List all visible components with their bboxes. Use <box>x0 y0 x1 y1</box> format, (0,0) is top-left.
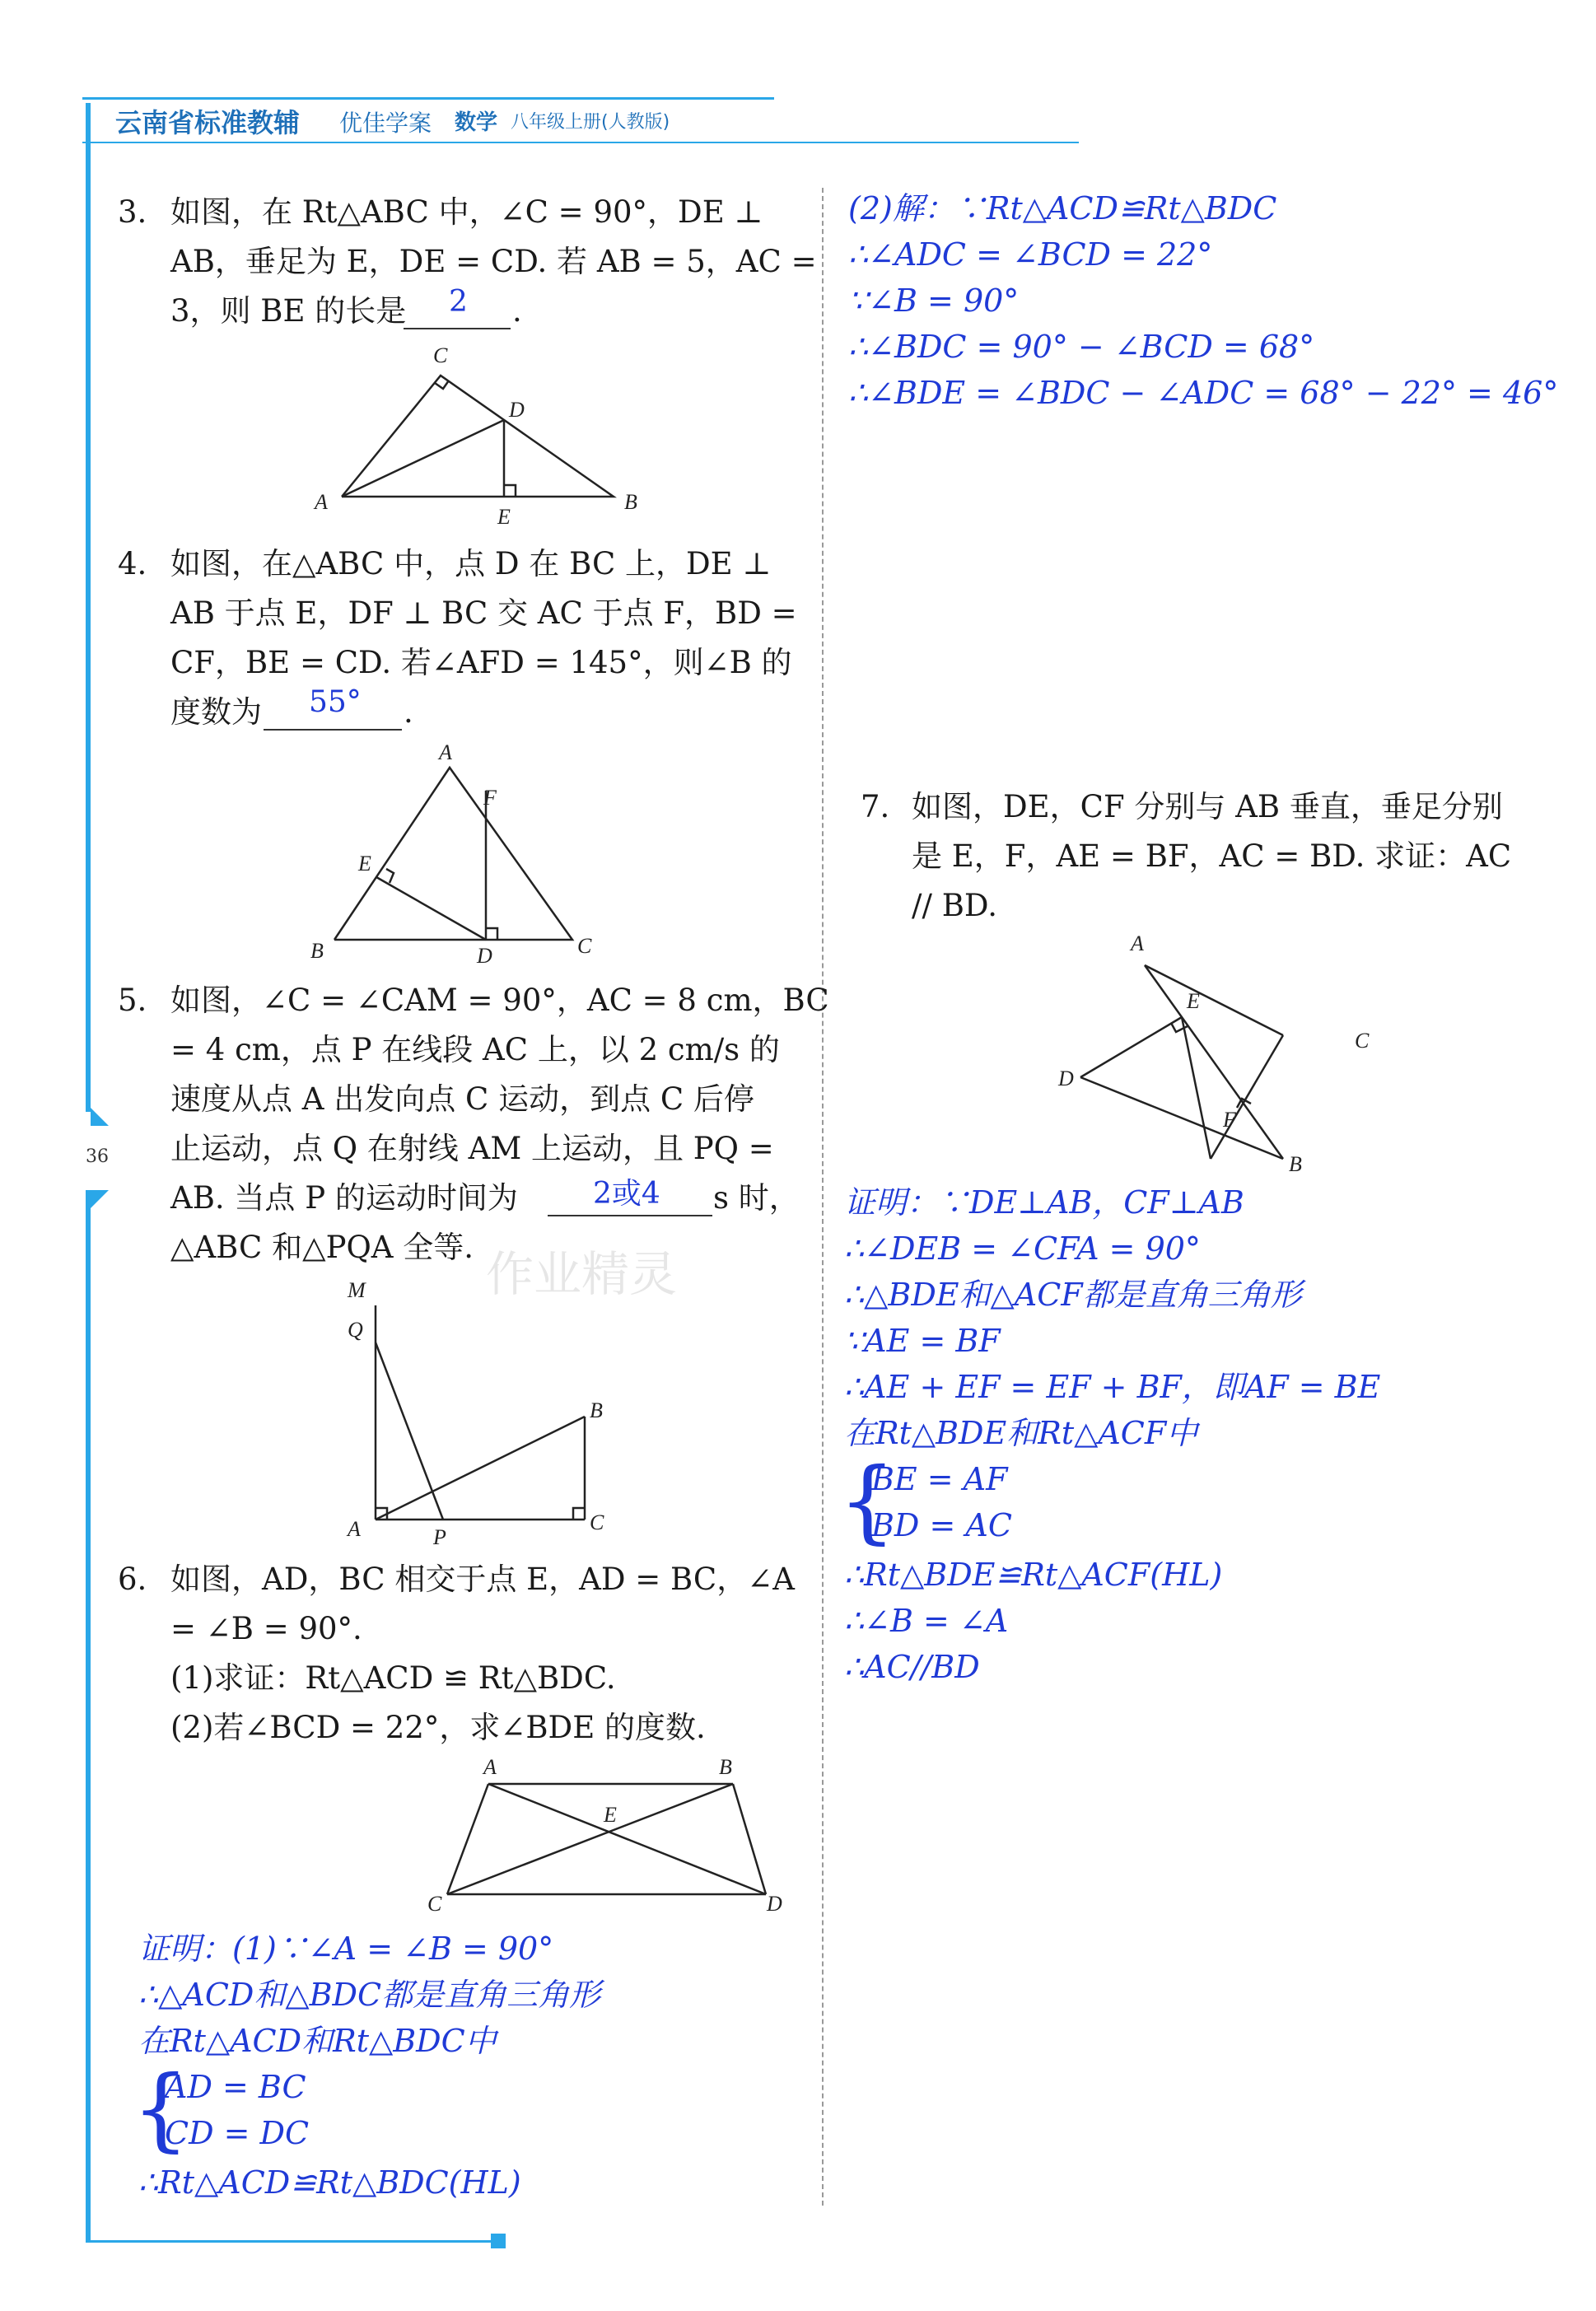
header-bar <box>82 97 774 100</box>
q6-label-A: A <box>483 1755 497 1779</box>
q7-proof-line-9: ∴Rt△BDE≌Rt△ACF(HL) <box>844 1557 1223 1593</box>
q6-brace: { <box>132 2056 189 2161</box>
page-number: 36 <box>86 1146 109 1167</box>
q4-label-D: D <box>477 944 492 968</box>
q7-label-D: D <box>1058 1067 1074 1090</box>
q4-line-2: AB 于点 E，DF ⊥ BC 交 AC 于点 F，BD = <box>170 595 797 631</box>
q6-proof1-line-1: 证明：(1)∵∠A = ∠B = 90° <box>138 1931 554 1967</box>
q5-label-C: C <box>590 1510 604 1534</box>
q6-proof2-line-2: ∴∠ADC = ∠BCD = 22° <box>848 236 1213 273</box>
q7-proof-line-6: 在Rt△BDE和Rt△ACF中 <box>844 1415 1198 1451</box>
q7-label-E: E <box>1187 989 1200 1013</box>
header-grade: 八年级上册(人教版) <box>511 112 670 133</box>
q7-proof-line-11: ∴AC//BD <box>844 1649 980 1685</box>
q4-line-1: 如图，在△ABC 中，点 D 在 BC 上，DE ⊥ <box>170 546 772 581</box>
q3-label-D: D <box>509 398 525 422</box>
q3-line-1: 如图，在 Rt△ABC 中，∠C = 90°，DE ⊥ <box>170 194 763 230</box>
q7-proof-line-8: BD = AC <box>871 1507 1012 1543</box>
q6-proof2-line-3: ∵∠B = 90° <box>848 282 1020 319</box>
q5-line-3: 速度从点 A 出发向点 C 运动，到点 C 后停 <box>170 1081 754 1117</box>
left-rail-accent-1 <box>91 1108 109 1126</box>
q6-line-3: (1)求证：Rt△ACD ≌ Rt△BDC. <box>170 1660 616 1696</box>
q7-brace: { <box>838 1448 896 1553</box>
column-divider <box>822 188 824 2206</box>
q4-label-C: C <box>577 934 592 958</box>
q5-line-6: △ABC 和△PQA 全等. <box>170 1230 474 1265</box>
q7-proof-line-3: ∴△BDE和△ACF都是直角三角形 <box>844 1277 1302 1313</box>
header-series: 云南省标准教辅 <box>115 107 301 138</box>
q6-diagram <box>416 1753 795 1917</box>
q4-label-E: E <box>358 852 371 875</box>
q7-proof-line-2: ∴∠DEB = ∠CFA = 90° <box>844 1230 1201 1267</box>
header-bar-thin <box>82 142 1079 143</box>
q6-label-C: C <box>427 1892 442 1916</box>
bottom-square <box>491 2234 506 2248</box>
q7-proof-line-4: ∵AE = BF <box>844 1323 1001 1359</box>
q6-line-4: (2)若∠BCD = 22°，求∠BDE 的度数. <box>170 1710 706 1745</box>
q6-proof1-line-3: 在Rt△ACD和Rt△BDC中 <box>138 2023 497 2059</box>
q7-number: 7. <box>861 789 890 824</box>
q6-label-D: D <box>767 1892 782 1916</box>
left-rail-accent-2 <box>91 1190 109 1208</box>
q4-label-A: A <box>439 740 452 764</box>
q6-proof1-line-4: AD = BC <box>165 2069 306 2105</box>
q3-line-2: AB，垂足为 E，DE = CD. 若 AB = 5，AC = <box>170 244 817 279</box>
q5-number: 5. <box>118 983 147 1018</box>
q3-answer: 2 <box>449 285 468 319</box>
q5-line-5: AB. 当点 P 的运动时间为 <box>170 1180 518 1216</box>
q6-proof1-line-5: CD = DC <box>165 2115 310 2151</box>
q7-proof-line-7: BE = AF <box>871 1461 1008 1497</box>
q7-label-F: F <box>1223 1108 1236 1132</box>
q5-line-1: 如图，∠C = ∠CAM = 90°，AC = 8 cm，BC <box>170 983 829 1018</box>
q6-line-2: = ∠B = 90°. <box>170 1611 362 1646</box>
q5-line-2: = 4 cm，点 P 在线段 AC 上，以 2 cm/s 的 <box>170 1032 780 1067</box>
q3-number: 3. <box>118 194 147 230</box>
q5-label-P: P <box>433 1525 446 1549</box>
q6-proof2-line-1: (2)解：∵Rt△ACD≌Rt△BDC <box>848 190 1277 226</box>
q5-label-A: A <box>348 1517 361 1541</box>
q4-diagram <box>301 737 614 972</box>
q5-after-blank: s 时， <box>713 1180 800 1216</box>
q3-line-3: 3，则 BE 的长是 <box>170 293 407 329</box>
q7-line-2: 是 E，F，AE = BF，AC = BD. 求证：AC <box>912 838 1512 874</box>
q3-label-E: E <box>497 505 511 529</box>
bottom-bar <box>86 2240 497 2243</box>
left-rail-top <box>86 103 91 1112</box>
q7-line-3: // BD. <box>912 888 997 923</box>
q5-label-Q: Q <box>348 1318 363 1342</box>
q7-diagram <box>1042 922 1388 1178</box>
q6-proof1-line-6: ∴Rt△ACD≌Rt△BDC(HL) <box>138 2164 521 2201</box>
q4-label-F: F <box>483 786 497 810</box>
q6-proof2-line-4: ∴∠BDC = 90° − ∠BCD = 68° <box>848 329 1315 365</box>
q7-line-1: 如图，DE，CF 分别与 AB 垂直，垂足分别 <box>912 789 1503 824</box>
q6-line-1: 如图，AD，BC 相交于点 E，AD = BC，∠A <box>170 1562 795 1597</box>
watermark: 作业精灵 <box>486 1246 678 1302</box>
q5-label-M: M <box>348 1278 366 1302</box>
q7-label-C: C <box>1355 1029 1370 1053</box>
header-subject: 数学 <box>455 110 498 135</box>
q4-line-4: 度数为 <box>170 694 262 730</box>
q4-label-B: B <box>310 939 324 963</box>
header-book: 优佳学案 <box>339 110 432 137</box>
q4-period: . <box>404 694 413 730</box>
q5-line-4: 止运动，点 Q 在射线 AM 上运动，且 PQ = <box>170 1131 774 1166</box>
q6-label-B: B <box>719 1755 732 1779</box>
q3-label-B: B <box>624 490 637 514</box>
left-rail-bottom <box>86 1190 91 2243</box>
q5-answer-blank <box>548 1215 712 1216</box>
q4-line-3: CF，BE = CD. 若∠AFD = 145°，则∠B 的 <box>170 645 792 680</box>
q4-answer: 55° <box>309 685 362 719</box>
q3-diagram <box>305 338 651 535</box>
q3-label-C: C <box>433 343 448 367</box>
q5-diagram <box>338 1272 634 1552</box>
q7-label-B: B <box>1289 1152 1302 1176</box>
q6-proof2-line-5: ∴∠BDE = ∠BDC − ∠ADC = 68° − 22° = 46° <box>848 375 1559 411</box>
q6-label-E: E <box>604 1803 617 1827</box>
q5-answer: 2或4 <box>593 1177 660 1211</box>
q7-label-A: A <box>1131 931 1144 955</box>
q7-proof-line-5: ∴AE + EF = EF + BF，即AF = BE <box>844 1369 1381 1405</box>
q3-label-A: A <box>315 490 328 514</box>
q7-proof-line-1: 证明：∵DE⊥AB，CF⊥AB <box>844 1184 1244 1221</box>
q4-answer-blank <box>264 729 402 731</box>
q4-number: 4. <box>118 546 147 581</box>
q7-proof-line-10: ∴∠B = ∠A <box>844 1603 1009 1639</box>
q5-label-B: B <box>590 1398 603 1422</box>
q3-answer-blank <box>404 328 511 329</box>
q6-proof1-line-2: ∴△ACD和△BDC都是直角三角形 <box>138 1977 601 2013</box>
q3-period: . <box>512 293 522 329</box>
q6-number: 6. <box>118 1562 147 1597</box>
